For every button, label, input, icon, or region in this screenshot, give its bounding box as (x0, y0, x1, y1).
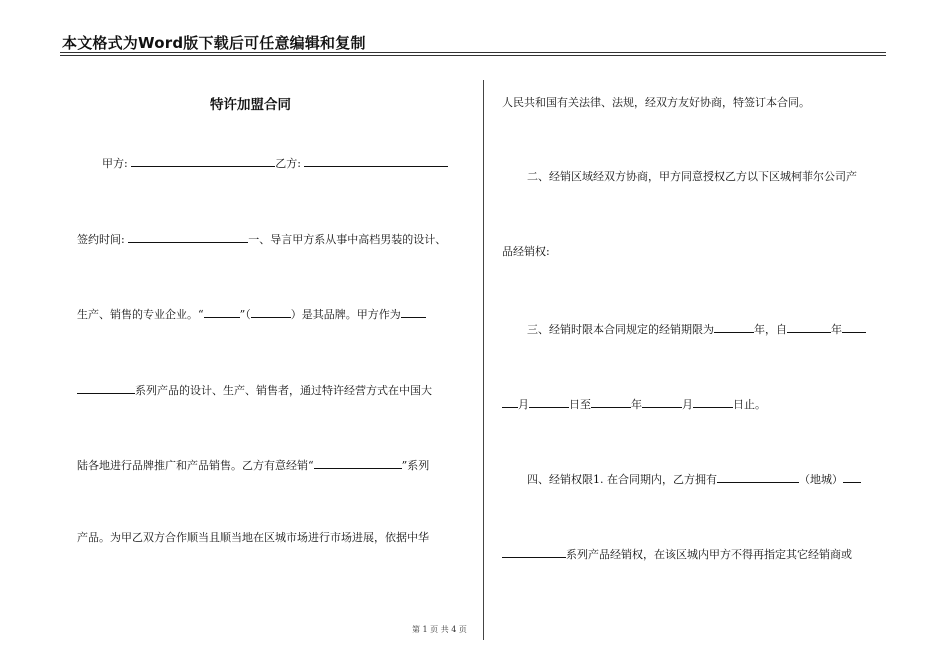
para-line-5 (77, 456, 429, 473)
region-blank-2 (843, 470, 861, 483)
para-line-r3: 品经销权: (502, 245, 550, 258)
term-month-2: 月 (682, 398, 693, 411)
party-b-label: 乙方: (275, 157, 301, 170)
brand-blank-3 (401, 305, 426, 318)
intro-text-2b: ”（ (239, 308, 251, 321)
end-month-blank (642, 395, 682, 408)
para-line-6: 产品。为甲乙双方合作顺当且顺当地在区城市场进行市场进展，依据中华 (77, 531, 429, 544)
page-footer: 第 1 页 共 4 页 (412, 625, 467, 634)
party-b-blank (304, 154, 448, 167)
document-header: 本文格式为Word版下载后可任意编辑和复制 (62, 34, 366, 52)
series-blank-3 (502, 545, 566, 558)
term-text-b: 年，自 (754, 323, 787, 336)
header-rule-bottom (60, 55, 886, 56)
para-line-r2: 二、经销区域经双方协商，甲方同意授权乙方以下区城柯菲尔公司产 (527, 170, 857, 183)
term-end: 日止。 (733, 398, 766, 411)
intro-text-2a: 生产、销售的专业企业。“ (77, 308, 204, 321)
term-text-a: 三、经销时限本合同规定的经销期限为 (527, 323, 714, 336)
sign-date-blank (128, 230, 248, 243)
intro-text-4b: ”系列 (401, 459, 430, 472)
sign-date-label: 签约时间: (77, 233, 125, 246)
para-line-r1: 人民共和国有关法律、法规，经双方友好协商，特签订本合同。 (502, 96, 810, 109)
term-blank-start-year (787, 320, 831, 333)
month-blank-pre (502, 395, 518, 408)
series-blank-2 (314, 456, 402, 469)
document-title: 特许加盟合同 (210, 97, 291, 113)
end-day-blank (693, 395, 733, 408)
rights-text-a: 四、经销权限1. 在合同期内，乙方拥有 (527, 473, 717, 486)
para-line-r6 (527, 470, 861, 487)
day-blank-1 (529, 395, 569, 408)
term-month-1: 月 (518, 398, 529, 411)
intro-text-4a: 陆各地进行品牌推广和产品销售。乙方有意经销“ (77, 459, 314, 472)
column-divider (483, 80, 484, 640)
term-blank-start-month (842, 320, 866, 333)
sign-line (77, 230, 446, 247)
intro-text-3: 系列产品的设计、生产、销售者，通过特许经营方式在中国大 (135, 384, 432, 397)
end-year-blank (591, 395, 631, 408)
para-line-4 (77, 381, 432, 398)
brand-blank-2 (251, 305, 291, 318)
term-text-c: 年 (831, 323, 842, 336)
rights-text-b: （地城） (799, 473, 843, 486)
party-a-blank (131, 154, 275, 167)
rights-text-c: 系列产品经销权，在该区城内甲方不得再指定其它经销商或 (566, 548, 852, 561)
para-line-r4 (527, 320, 866, 337)
para-line-r7 (502, 545, 852, 562)
brand-blank-1 (204, 305, 240, 318)
para-line-r5 (502, 395, 766, 412)
region-blank (717, 470, 799, 483)
header-rule-top (60, 52, 886, 53)
party-a-label: 甲方: (102, 157, 128, 170)
intro-text-1: 一、导言甲方系从事中高档男装的设计、 (248, 233, 447, 246)
term-day-to: 日至 (569, 398, 591, 411)
term-blank-years (714, 320, 754, 333)
party-line (102, 154, 448, 171)
para-line-3 (77, 305, 426, 322)
intro-text-2c: ）是其品牌。甲方作为 (290, 308, 401, 321)
series-blank-1 (77, 381, 135, 394)
term-year-2: 年 (631, 398, 642, 411)
